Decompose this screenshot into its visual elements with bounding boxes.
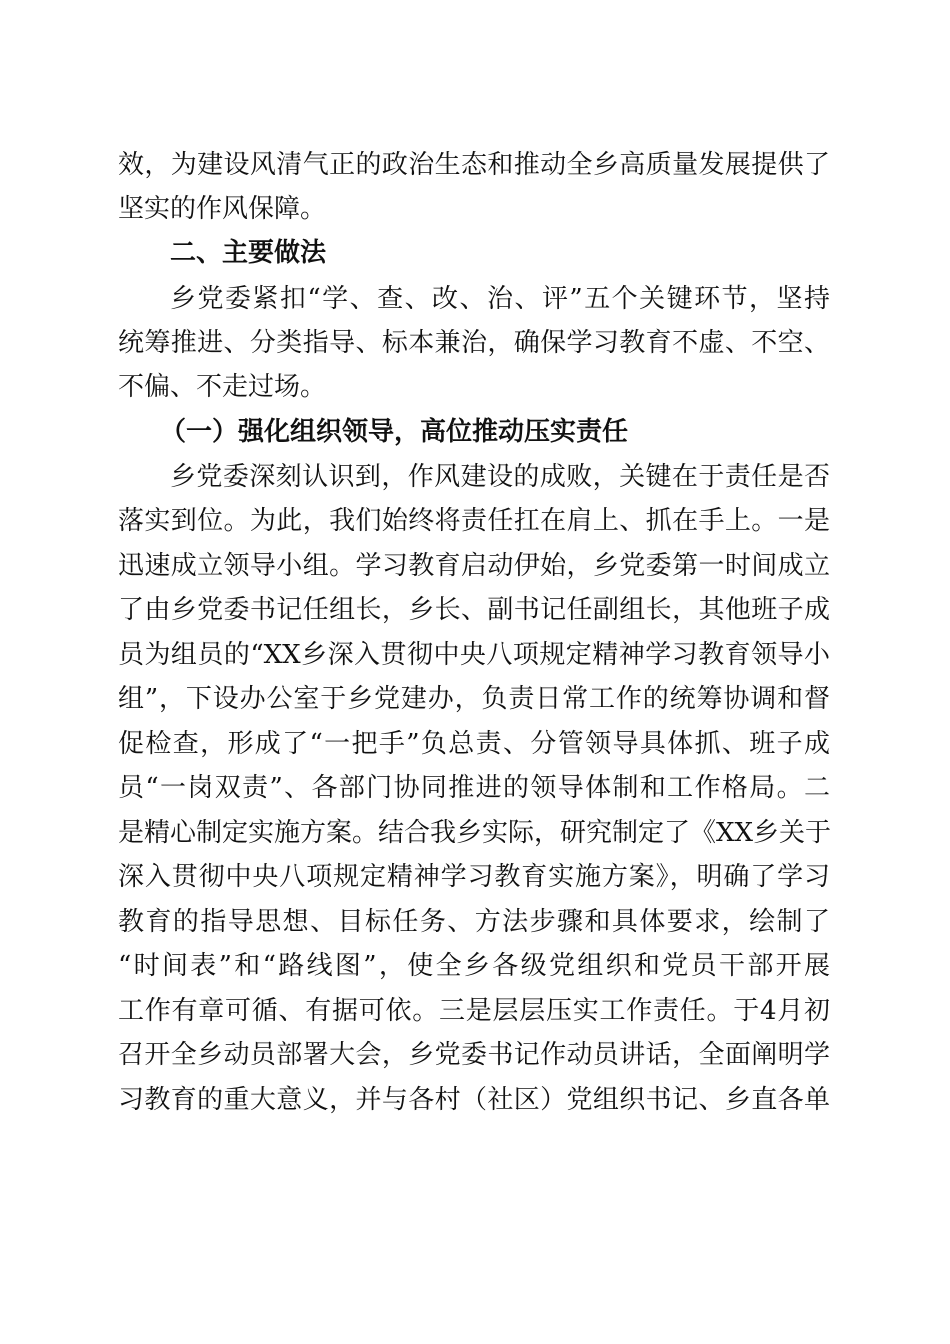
subsection-heading: （一）强化组织领导，高位推动压实责任	[160, 417, 629, 447]
text-line: 召开全乡动员部署大会，乡党委书记作动员讲话，全面阐明学	[118, 1040, 830, 1070]
text-line: 组”，下设办公室于乡党建办，负责日常工作的统筹协调和督	[118, 684, 830, 714]
text-line: 统筹推进、分类指导、标本兼治，确保学习教育不虚、不空、	[118, 328, 830, 358]
text-line: 促检查，形成了“一把手”负总责、分管领导具体抓、班子成	[118, 729, 830, 759]
text-line: 教育的指导思想、目标任务、方法步骤和具体要求，绘制了	[118, 907, 830, 937]
text-line: “时间表”和“路线图”，使全乡各级党组织和党员干部开展	[118, 951, 830, 981]
text-line: 了由乡党委书记任组长，乡长、副书记任副组长，其他班子成	[118, 595, 830, 625]
section-heading: 二、主要做法	[170, 238, 327, 268]
text-line: 坚实的作风保障。	[118, 194, 327, 224]
text-line: 深入贯彻中央八项规定精神学习教育实施方案》，明确了学习	[118, 862, 830, 892]
text-line: 工作有章可循、有据可依。三是层层压实工作责任。于4月初	[118, 996, 830, 1026]
text-line: 落实到位。为此，我们始终将责任扛在肩上、抓在手上。一是	[118, 506, 830, 536]
text-line: 员为组员的“XX乡深入贯彻中央八项规定精神学习教育领导小	[118, 640, 830, 670]
text-line: 乡党委深刻认识到，作风建设的成败，关键在于责任是否	[170, 462, 830, 492]
text-line: 员“一岗双责”、各部门协同推进的领导体制和工作格局。二	[118, 773, 830, 803]
text-line: 不偏、不走过场。	[118, 372, 327, 402]
text-line: 习教育的重大意义，并与各村（社区）党组织书记、乡直各单	[118, 1085, 830, 1115]
text-line: 乡党委紧扣“学、查、改、治、评”五个关键环节，坚持	[170, 284, 830, 314]
text-line: 迅速成立领导小组。学习教育启动伊始，乡党委第一时间成立	[118, 551, 830, 581]
text-line: 效，为建设风清气正的政治生态和推动全乡高质量发展提供了	[118, 150, 830, 180]
text-line: 是精心制定实施方案。结合我乡实际，研究制定了《XX乡关于	[118, 818, 832, 848]
